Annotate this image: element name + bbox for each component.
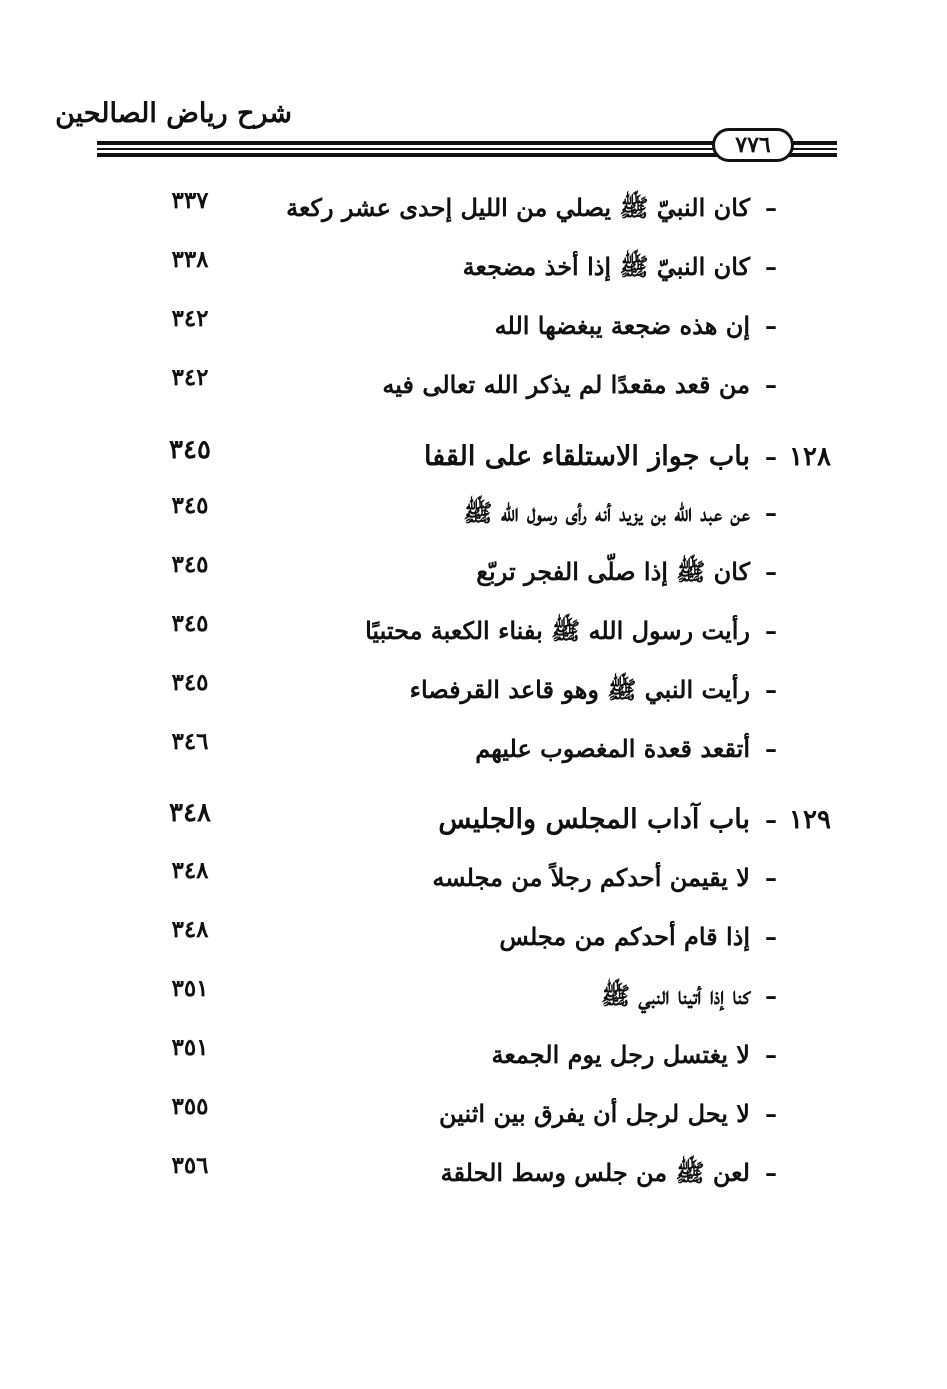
chapter-title: باب آداب المجلس والجليس <box>438 804 750 835</box>
entry-title: إن هذه ضجعة يبغضها الله <box>494 311 750 340</box>
entry-page: ٣٥١ <box>171 975 209 1002</box>
toc-entry <box>0 974 947 1018</box>
entry-title: من قعد مقعدًا لم يذكر الله تعالى فيه <box>382 370 750 399</box>
entry-dash: – <box>765 252 777 281</box>
entry-page: ٣٤٦ <box>171 728 209 755</box>
toc-entry <box>0 727 947 771</box>
entry-title: كنا إذا أتينا النبي ﷺ <box>601 981 750 1010</box>
chapter-number: ١٢٨ <box>789 442 831 472</box>
entry-page: ٣٤٥ <box>171 492 209 519</box>
entry-dash: – <box>765 734 777 763</box>
entry-dash: – <box>765 442 777 471</box>
entry-title: أتقعد قعدة المغصوب عليهم <box>475 734 750 763</box>
entry-dash: – <box>765 498 777 527</box>
entry-page: ٣٤٨ <box>171 916 209 943</box>
page-number: ٧٧٦ <box>735 132 771 158</box>
entry-dash: – <box>765 193 777 222</box>
chapter-number: ١٢٩ <box>789 805 831 835</box>
toc-entry <box>0 609 947 653</box>
entry-title: كان ﷺ إذا صلّى الفجر تربّع <box>476 557 750 586</box>
entry-page: ٣٤٥ <box>171 551 209 578</box>
toc-entry <box>0 915 947 959</box>
entry-dash: – <box>765 1158 777 1187</box>
entry-dash: – <box>765 311 777 340</box>
entry-dash: – <box>765 922 777 951</box>
toc-chapter <box>0 435 947 479</box>
entry-title: رأيت رسول الله ﷺ بفناء الكعبة محتبيًا <box>365 616 750 645</box>
entry-title: لا يحل لرجل أن يفرق بين اثنين <box>438 1099 750 1128</box>
page-number-badge <box>712 128 794 162</box>
toc-entry <box>0 856 947 900</box>
entry-page: ٣٥١ <box>171 1034 209 1061</box>
entry-page: ٣٤٥ <box>171 610 209 637</box>
toc-entry <box>0 668 947 712</box>
entry-dash: – <box>765 616 777 645</box>
chapter-title: باب جواز الاستلقاء على القفا <box>424 441 750 472</box>
entry-title: لا يغتسل رجل يوم الجمعة <box>491 1040 750 1069</box>
entry-dash: – <box>765 1099 777 1128</box>
entry-page: ٣٤٥ <box>171 669 209 696</box>
entry-page: ٣٤٢ <box>171 305 209 332</box>
entry-title: عن عبد الله بن يزيد أنه رأى رسول الله ﷺ <box>463 498 750 527</box>
entry-dash: – <box>765 863 777 892</box>
entry-page: ٣٣٨ <box>171 246 209 273</box>
toc-entry <box>0 304 947 348</box>
entry-title: كان النبيّ ﷺ يصلي من الليل إحدى عشر ركعة <box>286 193 750 222</box>
entry-page: ٣٤٨ <box>171 857 209 884</box>
toc-chapter <box>0 798 947 842</box>
entry-title: إذا قام أحدكم من مجلس <box>499 922 750 951</box>
entry-title: لعن ﷺ من جلس وسط الحلقة <box>440 1158 750 1187</box>
entry-dash: – <box>765 981 777 1010</box>
toc-entry <box>0 1151 947 1195</box>
toc-entry <box>0 1033 947 1077</box>
toc-entry <box>0 245 947 289</box>
entry-title: رأيت النبي ﷺ وهو قاعد القرفصاء <box>409 675 750 704</box>
toc-entry <box>0 1092 947 1136</box>
entry-page: ٣٥٥ <box>171 1093 209 1120</box>
entry-title: كان النبيّ ﷺ إذا أخذ مضجعة <box>462 252 750 281</box>
entry-page: ٣٥٦ <box>171 1152 209 1179</box>
toc-entry <box>0 186 947 230</box>
entry-dash: – <box>765 557 777 586</box>
toc-entry <box>0 363 947 407</box>
entry-page: ٣٣٧ <box>171 187 209 214</box>
entry-dash: – <box>765 805 777 834</box>
entry-page: ٣٤٢ <box>171 364 209 391</box>
entry-dash: – <box>765 1040 777 1069</box>
entry-page: ٣٤٨ <box>169 798 211 828</box>
entry-title: لا يقيمن أحدكم رجلاً من مجلسه <box>432 863 750 892</box>
entry-dash: – <box>765 675 777 704</box>
running-title: شرح رياض الصالحين <box>55 98 292 129</box>
toc-entry <box>0 550 947 594</box>
entry-dash: – <box>765 370 777 399</box>
entry-page: ٣٤٥ <box>169 435 211 465</box>
toc-entry <box>0 491 947 535</box>
